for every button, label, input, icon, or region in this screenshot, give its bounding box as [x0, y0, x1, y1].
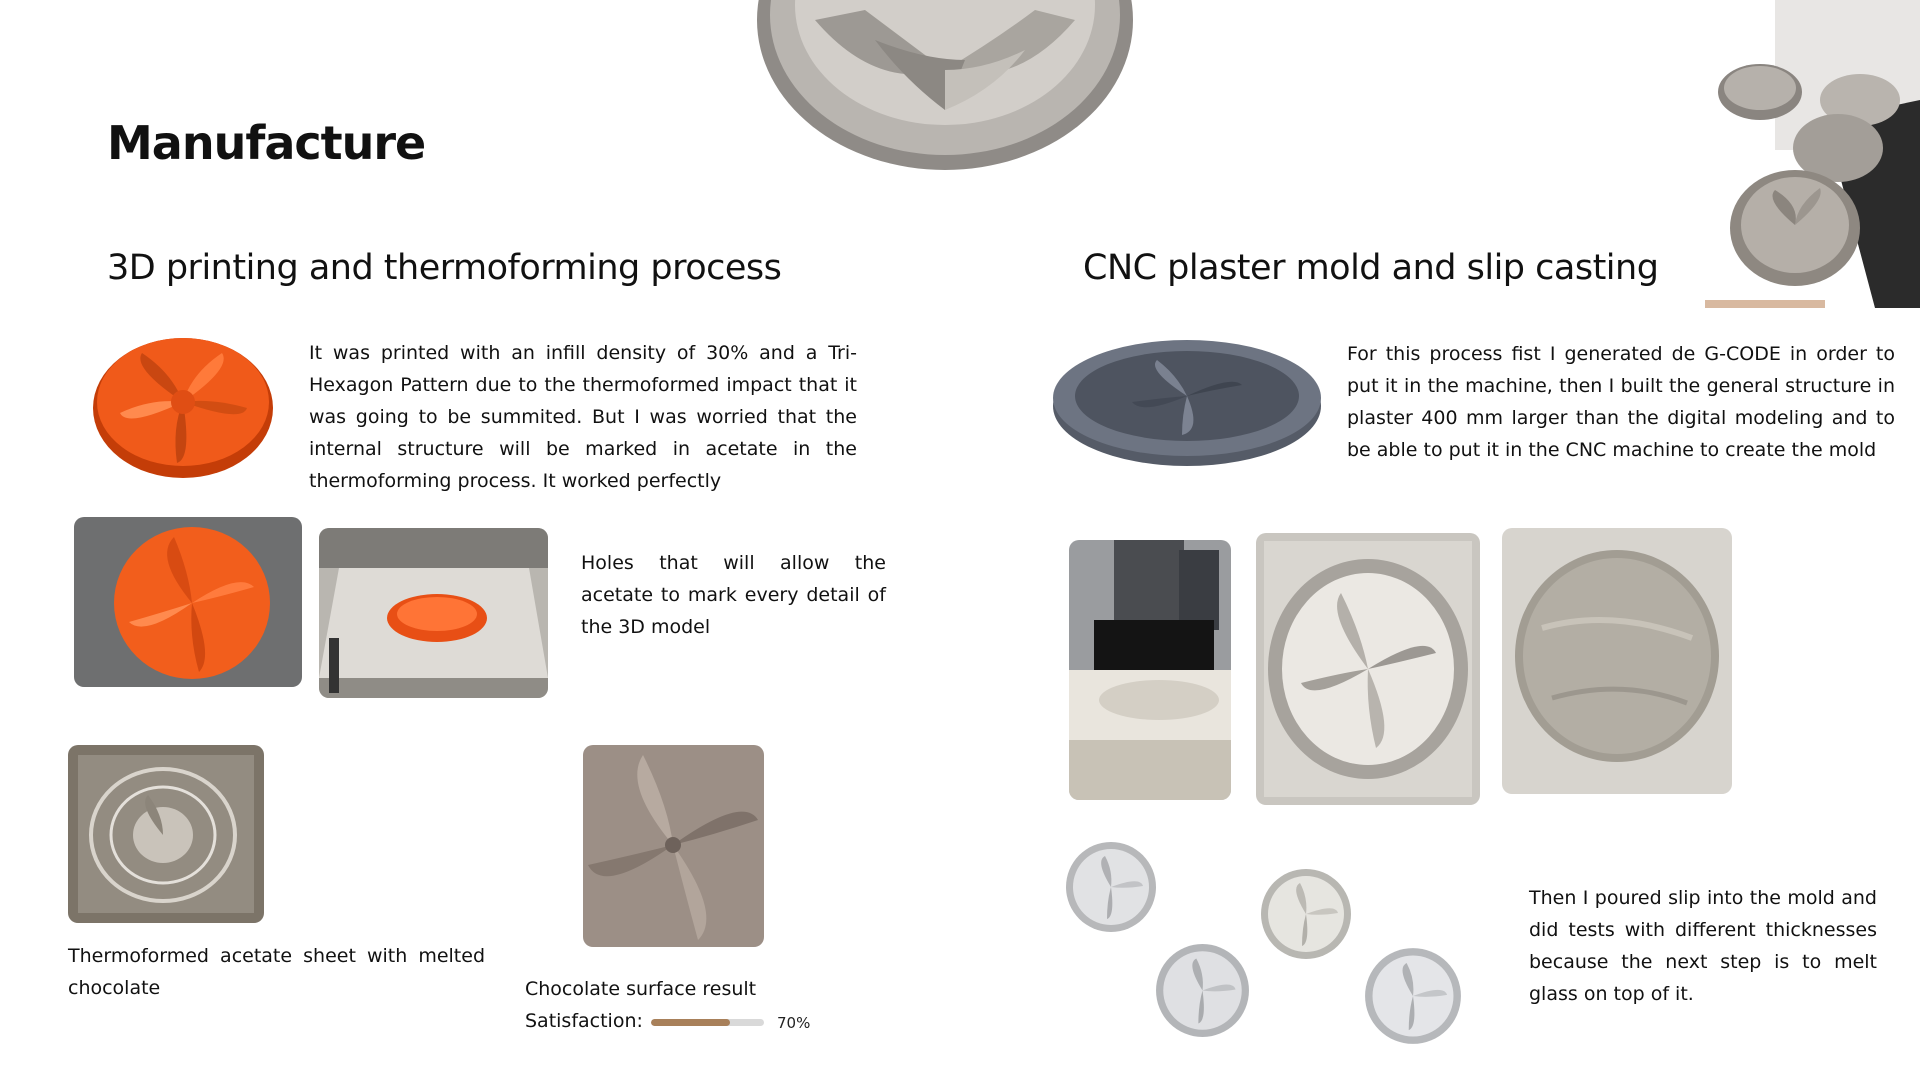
right-intro-text: For this process fist I generated de G-CODE in order to put it in the machine, then I built the general structure in plaster 400 mm larger than the digital modeling and to be able to put it in the CNC machine to create the mold — [1347, 343, 1895, 461]
gray-mold-render — [1052, 330, 1322, 468]
slip-poured-photo — [1502, 528, 1732, 794]
cast-disc-3 — [1155, 943, 1250, 1038]
satisfaction-progress-fill — [651, 1019, 730, 1026]
cnc-machine-photo — [1069, 540, 1231, 800]
cast-disc-1 — [1065, 841, 1157, 933]
acetate-caption: Thermoformed acetate sheet with melted chocolate — [68, 945, 485, 999]
satisfaction-percent: 70% — [777, 1014, 811, 1032]
plaster-mold-photo — [1256, 533, 1480, 805]
holes-text: Holes that will allow the acetate to mark every detail of the 3D model — [581, 552, 886, 638]
chocolate-caption: Chocolate surface result — [525, 978, 757, 1000]
orange-3d-model-render — [92, 328, 274, 480]
left-intro-text: It was printed with an infill density of 30% and a Tri-Hexagon Pattern due to the thermoformed impact that it was going to be summited. But I was worried that the internal structure will be marked in acetate in the thermoforming process. It worked perfectly — [309, 342, 857, 492]
cast-disc-4 — [1364, 947, 1462, 1045]
orange-print-photo — [74, 517, 302, 687]
satisfaction-progress-bar — [651, 1019, 764, 1026]
cast-disc-2 — [1260, 868, 1352, 960]
satisfaction-label: Satisfaction: — [525, 1010, 643, 1032]
page-title: Manufacture — [107, 116, 426, 170]
thermoforming-machine-photo — [319, 528, 548, 698]
person-holding-discs-photo — [1705, 0, 1920, 308]
acetate-sheet-photo — [68, 745, 264, 923]
chocolate-surface-photo — [583, 745, 764, 947]
slip-casting-text: Then I poured slip into the mold and did tests with different thicknesses because the next step is to melt glass on top of it. — [1529, 887, 1877, 1005]
top-ceramic-photo — [755, 0, 1135, 172]
left-section-heading: 3D printing and thermoforming process — [107, 248, 782, 288]
right-section-heading: CNC plaster mold and slip casting — [1083, 248, 1659, 288]
